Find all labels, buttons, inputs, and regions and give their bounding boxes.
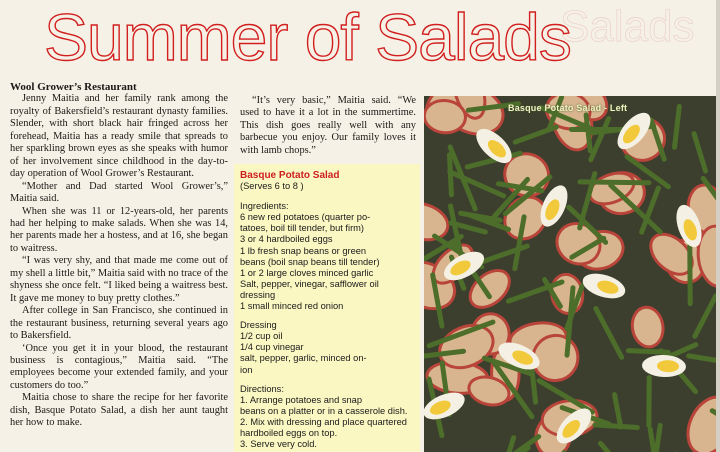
dressing-line: ion [240, 364, 253, 375]
ingredient-line: tatoes, boil till tender, but firm) [240, 223, 365, 234]
dressing-line: 1/4 cup vinegar [240, 342, 304, 353]
article-paragraph: When she was 11 or 12-years-old, her parents had her helping to make salads. When she was 14, her parents made her a hostess, and at 16, she began to waitress. [10, 205, 228, 254]
direction-line: hardboiled eggs on top. [240, 427, 338, 438]
ingredient-line: 6 new red potatoes (quarter po- [240, 212, 371, 223]
ingredient-line: 1 lb fresh snap beans or green [240, 245, 367, 256]
article-paragraph: “Mother and Dad started Wool Grower’s,” Maitia said. [10, 180, 228, 205]
direction-line: 2. Mix with dressing and place quartered [240, 416, 407, 427]
direction-line: 1. Arrange potatoes and snap [240, 394, 362, 405]
article-left-column [10, 81, 228, 430]
dressing-line: salt, pepper, garlic, minced on- [240, 353, 367, 364]
article-paragraph: Jenny Maitia and her family rank among the royalty of Bakersfield’s restaurant dynasty families. Slender, with short black hair fringed across her forehead, Maitia has a ready smile that spreads to her sparkling brown eyes as she speaks with humor of her involvement since childhood in the day-to-day operation of Wool Grower’s Restaurant. [10, 93, 228, 180]
background-title-ghost: Salads [560, 2, 695, 51]
page-edge [716, 0, 720, 452]
green-bean [628, 351, 668, 353]
article-paragraph: ‘Once you get it in your blood, the restaurant business is contagious,” Maitia said. “The employees become your extended family, and your customers do too.” [10, 342, 228, 391]
recipe-box [234, 164, 420, 452]
photo-caption: Basque Potato Salad - Left [508, 103, 628, 113]
green-bean [580, 182, 649, 183]
recipe-serves: (Serves 6 to 8 ) [240, 181, 304, 192]
direction-line: beans on a platter or in a casserole dish. [240, 405, 408, 416]
directions-heading: Directions: [240, 383, 284, 394]
green-bean [595, 425, 637, 428]
ingredient-line: beans (boil snap beans till tender) [240, 256, 380, 267]
dressing-heading: Dressing [240, 320, 277, 331]
directions-section [240, 384, 420, 451]
direction-line: 3. Serve very cold. [240, 439, 317, 450]
ingredient-line: 3 or 4 hardboiled eggs [240, 234, 333, 245]
ingredient-line: 1 small minced red onion [240, 301, 344, 312]
ingredients-heading: Ingredients: [240, 201, 289, 212]
recipe-title: Basque Potato Salad [240, 170, 340, 181]
article-paragraph: “It’s very basic,” Maitia said. “We used to have it a lot in the summertime. This dish goes really well with any barbecue you enjoy. Our family loves it with lamb chops.” [240, 95, 416, 156]
ingredient-line: Salt, pepper, vinegar, safflower oil [240, 278, 379, 289]
section-heading: Wool Grower’s Restaurant [10, 81, 137, 93]
ingredient-line: 1 or 2 large cloves minced garlic [240, 267, 374, 278]
dressing-section [240, 320, 420, 375]
salad-photo [424, 96, 716, 452]
dressing-line: 1/2 cup oil [240, 331, 283, 342]
article-paragraph: After college in San Francisco, she continued in the restaurant business, returning several years ago to Bakersfield. [10, 305, 228, 342]
salad-illustration [424, 96, 716, 452]
page-title: Summer of Salads [44, 0, 571, 74]
ingredients-section [240, 201, 420, 312]
article-middle-column [240, 95, 416, 157]
ingredient-line: dressing [240, 289, 276, 300]
article-paragraph: “I was very shy, and that made me come out of my shell a little bit,” Maitia said with no trace of the shyness she once felt. “I liked being a waitress best. It gave me money to buy pretty clothes.” [10, 255, 228, 304]
article-paragraph: Maitia chose to share the recipe for her favorite dish, Basque Potato Salad, a dish her aunt taught her how to make. [10, 392, 228, 429]
